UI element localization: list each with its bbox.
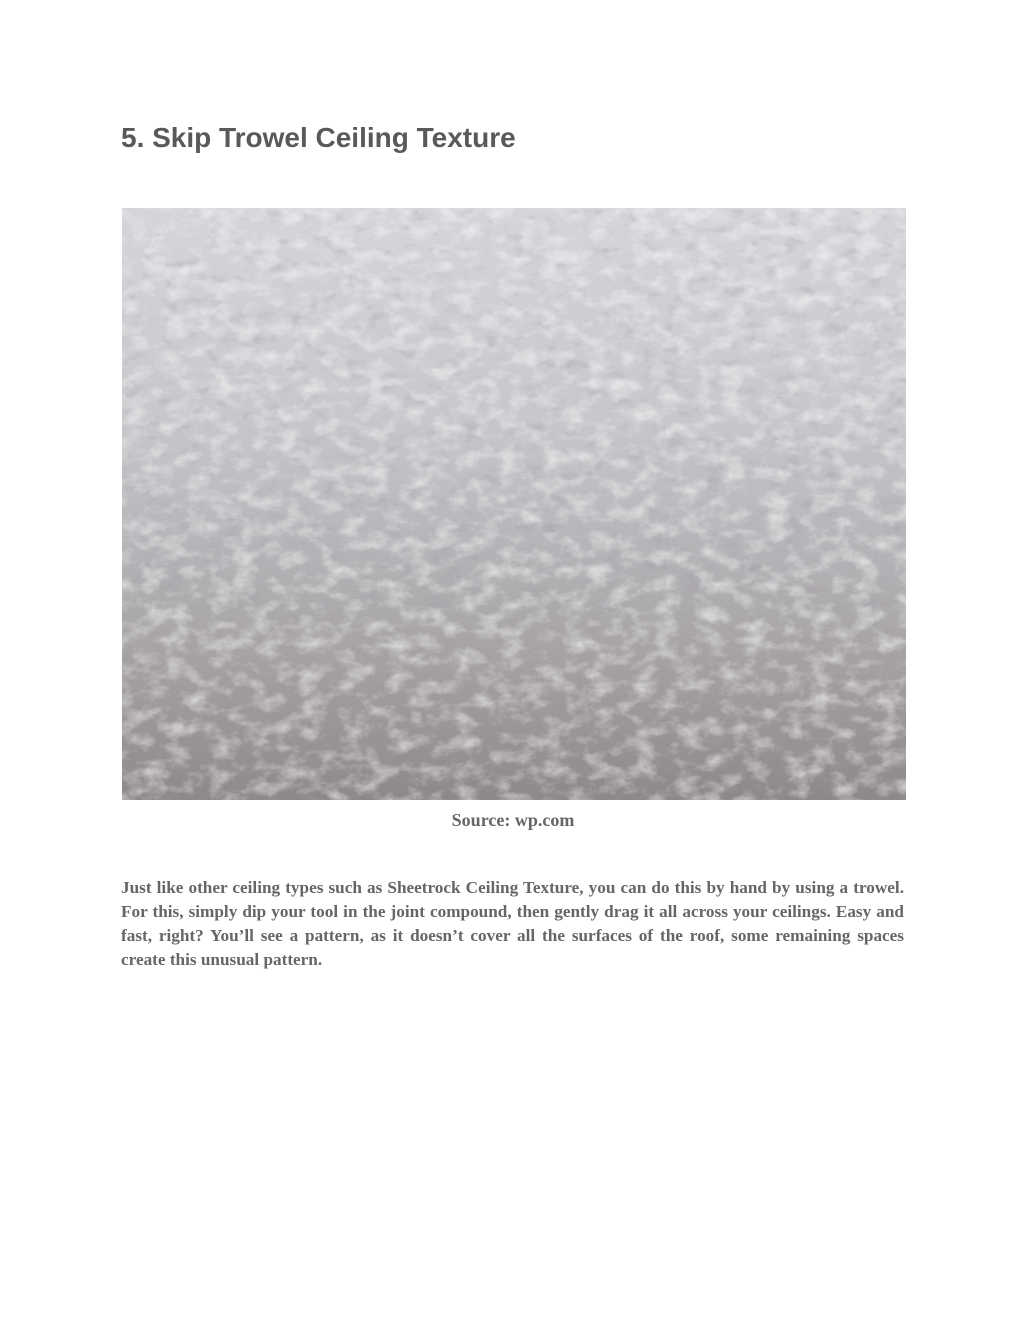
skip-trowel-ceiling-photo xyxy=(122,208,906,800)
section-heading: 5. Skip Trowel Ceiling Texture xyxy=(121,122,516,153)
image-caption: Source: wp.com xyxy=(451,810,575,830)
body-paragraph: Just like other ceiling types such as Sheetrock Ceiling Texture, you can do this by hand by using a trowel. For this, simply dip your tool in the joint compound, then gently drag it all across your ceilings. Easy and fast, right? You’ll see a pattern, as it doesn’t cover all the surfaces of the roof, some remaining spaces create this unusual pattern. xyxy=(121,878,904,969)
